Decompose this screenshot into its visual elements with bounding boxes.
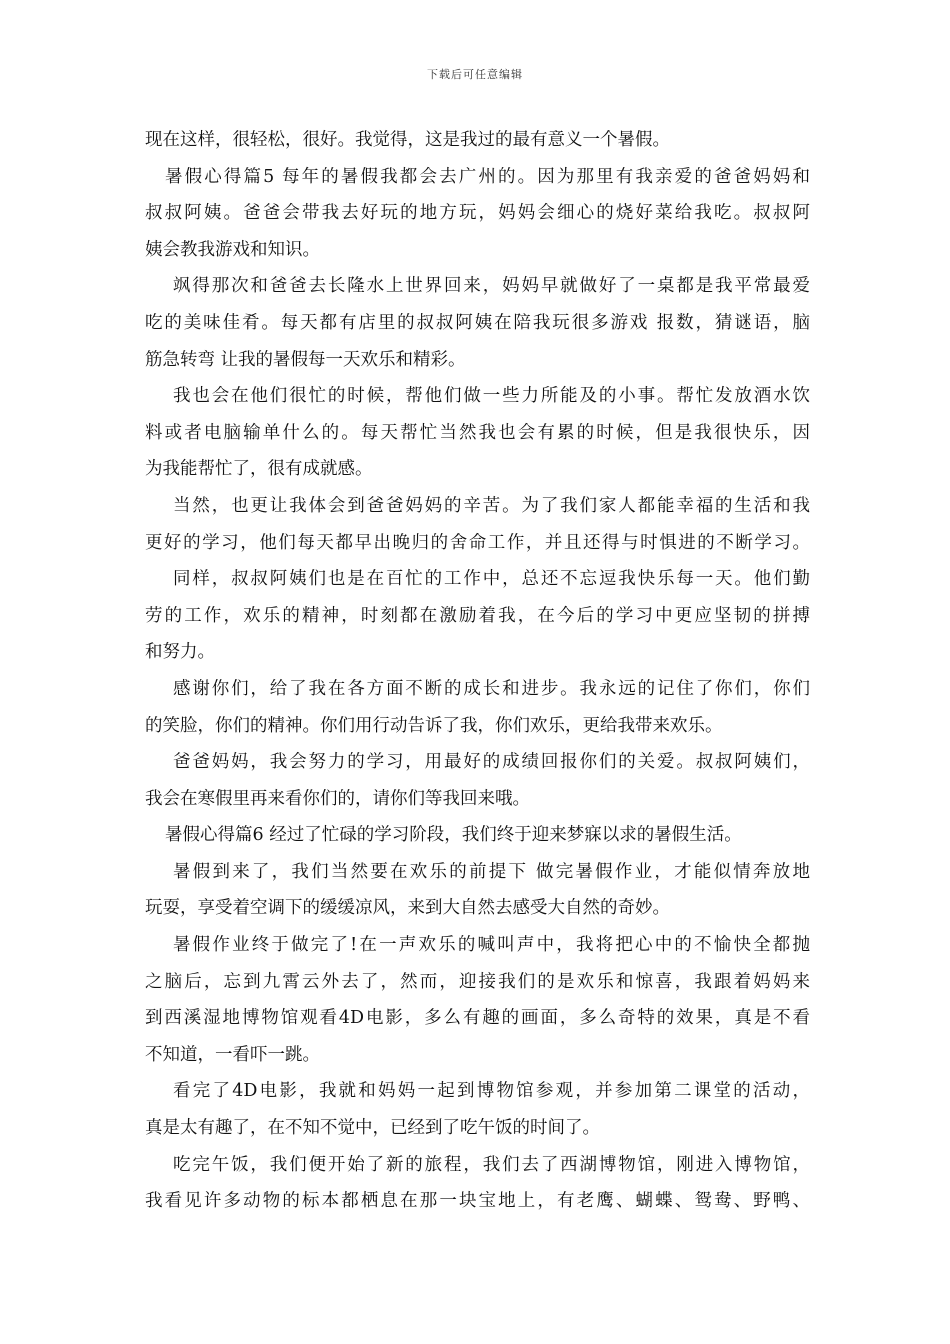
- text-line: 之脑后，忘到九霄云外去了，然而，迎接我们的是欢乐和惊喜，我跟着妈妈来: [145, 971, 810, 992]
- text-line: 现在这样，很轻松，很好。我觉得，这是我过的最有意义一个暑假。: [145, 130, 670, 150]
- text-line: 感谢你们，给了我在各方面不断的成长和进步。我永远的记住了你们，你们: [173, 678, 810, 699]
- text-line: 看完了4D电影，我就和妈妈一起到博物馆参观，并参加第二课堂的活动，: [173, 1081, 810, 1102]
- text-line: 到西溪湿地博物馆观看4D电影，多么有趣的画面，多么奇特的效果，真是不看: [145, 1008, 810, 1029]
- text-line: 飒得那次和爸爸去长隆水上世界回来，妈妈早就做好了一桌都是我平常最爱: [173, 276, 810, 297]
- text-line: 我看见许多动物的标本都栖息在那一块宝地上，有老鹰、蝴蝶、鸳鸯、野鸭、: [145, 1191, 810, 1212]
- text-line: 暑假心得篇5 每年的暑假我都会去广州的。因为那里有我亲爱的爸爸妈妈和: [165, 166, 810, 187]
- text-line: 的笑脸，你们的精神。你们用行动告诉了我，你们欢乐，更给我带来欢乐。: [145, 715, 723, 736]
- document-body: [145, 122, 810, 1220]
- text-line: 劳的工作，欢乐的精神，时刻都在激励着我，在今后的学习中更应坚韧的拼搏: [145, 605, 810, 626]
- text-line: 为我能帮忙了，很有成就感。: [145, 459, 373, 480]
- text-line: 暑假作业终于做完了!在一声欢乐的喊叫声中，我将把心中的不愉快全都抛: [173, 935, 810, 956]
- text-line: 暑假到来了，我们当然要在欢乐的前提下 做完暑假作业，才能似情奔放地: [173, 861, 810, 882]
- text-line: 吃的美味佳肴。每天都有店里的叔叔阿姨在陪我玩很多游戏 报数，猜谜语，脑: [145, 312, 810, 333]
- text-line: 和努力。: [145, 642, 215, 663]
- text-line: 真是太有趣了，在不知不觉中，已经到了吃午饭的时间了。: [145, 1118, 600, 1139]
- text-line: 我也会在他们很忙的时候，帮他们做一些力所能及的小事。帮忙发放酒水饮: [173, 386, 810, 407]
- text-line: 玩耍，享受着空调下的缓缓凉风，来到大自然去感受大自然的奇妙。: [145, 898, 670, 919]
- text-line: 叔叔阿姨。爸爸会带我去好玩的地方玩，妈妈会细心的烧好菜给我吃。叔叔阿: [145, 203, 810, 224]
- text-line: 吃完午饭，我们便开始了新的旅程，我们去了西湖博物馆，刚进入博物馆，: [173, 1154, 810, 1175]
- text-line: 姨会教我游戏和知识。: [145, 239, 320, 260]
- text-line: 更好的学习，他们每天都早出晚归的舍命工作，并且还得与时惧进的不断学习。: [145, 532, 810, 553]
- text-line: 我会在寒假里再来看你们的，请你们等我回来哦。: [145, 788, 530, 809]
- text-line: 料或者电脑输单什么的。每天帮忙当然我也会有累的时候，但是我很快乐，因: [145, 422, 810, 443]
- page-header: 下载后可任意编辑: [427, 68, 523, 81]
- text-line: 筋急转弯 让我的暑假每一天欢乐和精彩。: [145, 349, 466, 370]
- text-line: 不知道，一看吓一跳。: [145, 1044, 320, 1065]
- text-line: 暑假心得篇6 经过了忙碌的学习阶段，我们终于迎来梦寐以求的暑假生活。: [165, 825, 742, 846]
- text-line: 当然，也更让我体会到爸爸妈妈的辛苦。为了我们家人都能幸福的生活和我: [173, 495, 810, 516]
- text-line: 同样，叔叔阿姨们也是在百忙的工作中，总还不忘逗我快乐每一天。他们勤: [173, 569, 810, 590]
- text-line: 爸爸妈妈，我会努力的学习，用最好的成绩回报你们的关爱。叔叔阿姨们，: [173, 752, 810, 773]
